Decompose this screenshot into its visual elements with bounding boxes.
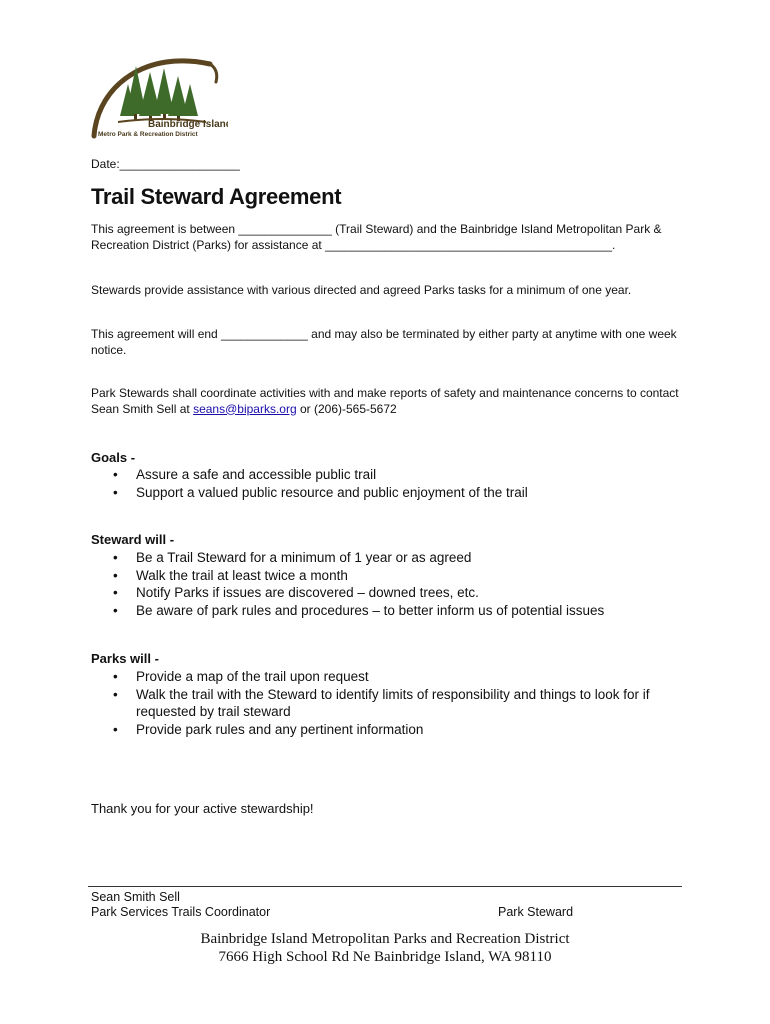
logo-name: Bainbridge Island xyxy=(148,119,228,130)
parks-will-list xyxy=(91,668,681,738)
contact-email-link[interactable]: seans@biparks.org xyxy=(193,401,297,416)
steward-item-text: Walk the trail at least twice a month xyxy=(136,567,348,583)
steward-list-item xyxy=(91,567,681,585)
bullet-icon: • xyxy=(113,550,118,565)
parks-list-item xyxy=(91,686,681,721)
coordinator-name: Sean Smith Sell xyxy=(91,890,180,904)
steward-will-list xyxy=(91,549,681,619)
parks-item-text: Provide park rules and any pertinent information xyxy=(136,721,424,737)
footer-address: 7666 High School Rd Ne Bainbridge Island, WA 98110 xyxy=(218,949,552,965)
steward-list-item xyxy=(91,549,681,567)
bullet-icon: • xyxy=(113,467,118,482)
parks-list-item xyxy=(91,721,681,739)
signature-line xyxy=(88,886,682,887)
parks-item-text: Walk the trail with the Steward to identify limits of responsibility and things to look for if requested by trail steward xyxy=(136,686,650,719)
bullet-icon: • xyxy=(113,567,118,583)
bullet-icon: • xyxy=(113,669,118,684)
coordinator-title: Park Services Trails Coordinator xyxy=(91,905,271,919)
bainbridge-parks-logo xyxy=(88,44,228,140)
goals-item-text: Assure a safe and accessible public trail xyxy=(136,467,377,482)
bullet-icon: • xyxy=(113,686,118,702)
bullet-icon: • xyxy=(113,602,118,618)
bullet-icon: • xyxy=(113,484,118,500)
goals-item-text: Support a valued public resource and public enjoyment of the trail xyxy=(136,484,528,500)
parks-will-heading: Parks will - xyxy=(91,651,159,666)
thank-you-note: Thank you for your active stewardship! xyxy=(91,801,314,816)
intro-paragraph-contact xyxy=(91,386,686,417)
parks-list-item xyxy=(91,668,681,686)
date-field: Date:__________________ xyxy=(91,157,240,171)
page-title: Trail Steward Agreement xyxy=(91,184,342,209)
park-steward-label: Park Steward xyxy=(498,905,574,919)
intro-paragraph-duration: Stewards provide assistance with various directed and agreed Parks tasks for a minimum of one year. xyxy=(91,283,632,297)
contact-text-before: Park Stewards shall coordinate activities with and make reports of safety and maintenance concerns to contact Sean Smith Sell at xyxy=(91,386,679,416)
bullet-icon: • xyxy=(113,721,118,737)
steward-item-text: Be aware of park rules and procedures – to better inform us of potential issues xyxy=(136,602,605,618)
steward-will-heading: Steward will - xyxy=(91,532,175,547)
bullet-icon: • xyxy=(113,585,118,600)
contact-phone-text: or (206)-565-5672 xyxy=(296,401,397,416)
parks-item-text: Provide a map of the trail upon request xyxy=(136,669,369,684)
steward-list-item xyxy=(91,602,681,620)
logo-subtitle: Metro Park & Recreation District xyxy=(98,131,198,138)
steward-item-text: Notify Parks if issues are discovered – downed trees, etc. xyxy=(136,585,479,600)
intro-paragraph-termination: This agreement will end _____________ and may also be terminated by either party at anytime with one week notice. xyxy=(91,327,677,357)
goals-list xyxy=(91,466,681,501)
steward-item-text: Be a Trail Steward for a minimum of 1 year or as agreed xyxy=(136,550,472,565)
tree-logo-icon xyxy=(88,44,228,140)
goals-heading: Goals - xyxy=(91,450,136,465)
goals-list-item xyxy=(91,466,681,484)
steward-list-item xyxy=(91,584,681,602)
intro-paragraph-parties: This agreement is between ______________ (Trail Steward) and the Bainbridge Island Metropolitan Park & Recreation District (Parks) for assistance at ___________________________________________. xyxy=(91,222,662,252)
goals-list-item xyxy=(91,484,681,502)
footer-organization: Bainbridge Island Metropolitan Parks and Recreation District xyxy=(200,931,570,947)
